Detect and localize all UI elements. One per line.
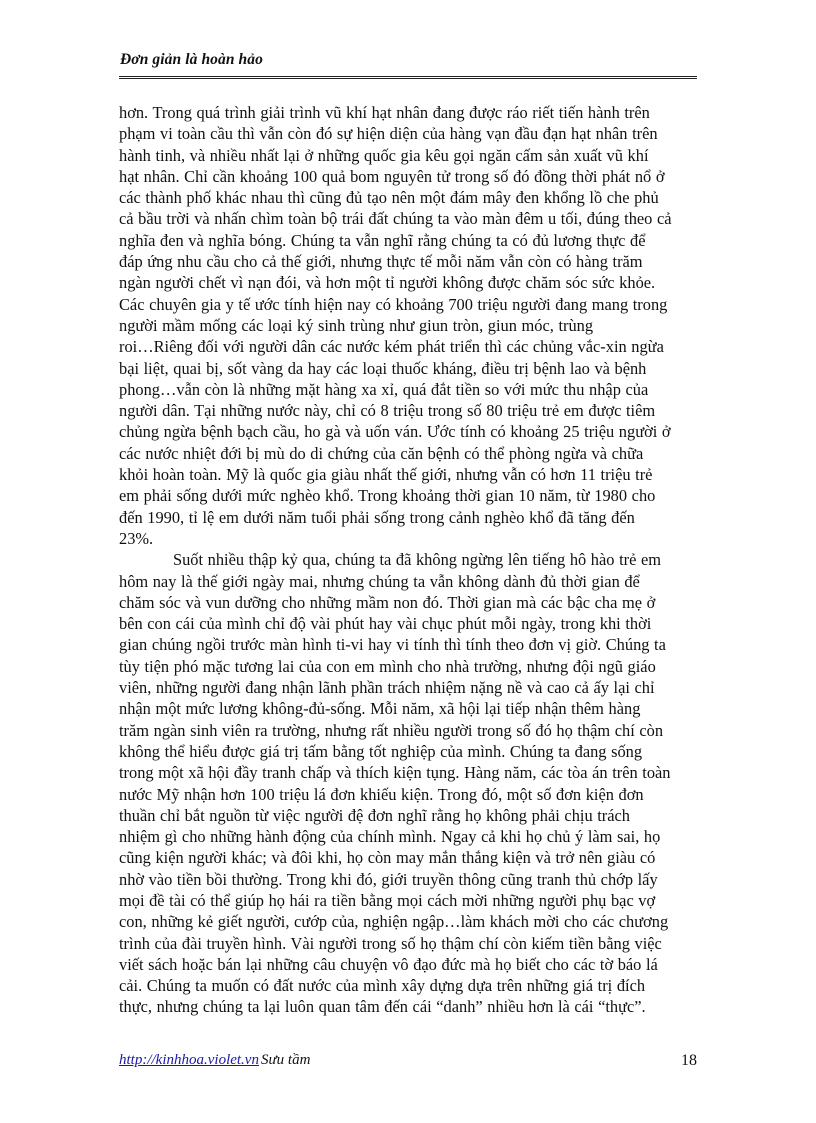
text-line: các nước nhiệt đới bị mù do di chứng của căn bệnh có thể phòng ngừa và chữa [119, 443, 644, 463]
text-line: cải. Chúng ta muốn có đất nước của mình xây dựng dựa trên những giá trị đích [119, 976, 646, 996]
source-link[interactable]: http://kinhhoa.violet.vn [119, 1052, 259, 1068]
text-line: mọi đề tài có thể giúp họ hái ra tiền bằng mọi cách mời những người phụ bạc vợ [119, 890, 656, 910]
text-line: gian chúng ngồi trước màn hình ti-vi hay vi tính thì tính theo đơn vị giờ. Chúng ta [119, 635, 666, 655]
text-line: khỏi hoàn toàn. Mỹ là quốc gia giàu nhất thế giới, nhưng vẫn có hơn 11 triệu trẻ [119, 465, 653, 485]
text-line: nhiệm gì cho những hành động của chính mình. Ngay cả khi họ chủ ý làm sai, họ [119, 827, 661, 847]
document-body [119, 102, 701, 1018]
text-line: thuần chỉ bắt nguồn từ việc người đệ đơn nghĩ rằng họ không phải chịu trách [119, 805, 630, 825]
page-footer [119, 1052, 697, 1074]
text-line: roi…Riêng đối với người dân các nước kém phát triển thì các chủng vắc-xin ngừa [119, 337, 664, 357]
text-line: con, những kẻ giết người, cướp của, nghiện ngập…làm khách mời cho các chương [119, 912, 669, 932]
text-line: nhờ vào tiền bồi thường. Trong khi đó, giới truyền thông cũng tranh thủ chớp lấy [119, 869, 658, 889]
text-line: nước Mỹ nhận hơn 100 triệu lá đơn khiếu kiện. Trong đó, một số đơn kiện đơn [119, 784, 644, 804]
paragraph-1 [119, 102, 701, 549]
text-line: Các chuyên gia y tế ước tính hiện nay có khoảng 700 triệu người đang mang trong [119, 294, 668, 314]
text-line: nghĩa đen và nghĩa bóng. Chúng ta vẫn nghĩ rằng chúng ta có đủ lương thực để [119, 230, 646, 250]
text-line: viết sách hoặc bán lại những câu chuyện vô đạo đức mà họ biết cho các tờ báo lá [119, 954, 658, 974]
text-line: bại liệt, quai bị, sốt vàng da hay các loại thuốc kháng, điều trị bệnh lao và bệnh [119, 358, 647, 378]
text-line: người dân. Tại những nước này, chỉ có 8 triệu trong số 80 triệu trẻ em được tiêm [119, 401, 656, 421]
footer-credit: Sưu tầm [260, 1052, 311, 1068]
text-line: thực, nhưng chúng ta lại luôn quan tâm đến cái “danh” nhiều hơn là cái “thực”. [119, 997, 646, 1017]
text-line: hôm nay là thế giới ngày mai, nhưng chúng ta vẫn không dành đủ thời gian để [119, 571, 640, 591]
text-line: không thể hiểu được giá trị tấm bằng tốt nghiệp của mình. Chúng ta đang sống [119, 741, 643, 761]
text-line: phạm vi toàn cầu thì vẫn còn đó sự hiện diện của hàng vạn đầu đạn hạt nhân trên [119, 124, 658, 144]
text-line: 23%. [119, 528, 154, 548]
text-line: phong…vẫn còn là những mặt hàng xa xỉ, quá đắt tiền so với mức thu nhập của [119, 379, 649, 399]
text-line: nhận một mức lương không-đủ-sống. Mỗi năm, xã hội lại tiếp nhận thêm hàng [119, 699, 641, 719]
text-line: Suốt nhiều thập kỷ qua, chúng ta đã không ngừng lên tiếng hô hào trẻ em [173, 550, 661, 570]
text-line: hạt nhân. Chỉ cần khoảng 100 quả bom nguyên tử trong số đó đồng thời phát nổ ở [119, 166, 665, 186]
page-header [119, 50, 697, 79]
text-line: em phải sống dưới mức nghèo khổ. Trong khoảng thời gian 10 năm, từ 1980 cho [119, 486, 656, 506]
text-line: chăm sóc và vun dưỡng cho những mầm non đó. Thời gian mà các bậc cha mẹ ở [119, 592, 656, 612]
text-line: ngàn người chết vì nạn đói, và hơn một tỉ người không được chăm sóc sức khỏe. [119, 273, 656, 293]
text-line: trình của đài truyền hình. Vài người trong số họ thậm chí còn kiếm tiền bằng việc [119, 933, 662, 953]
text-line: người mầm mống các loại ký sinh trùng như giun tròn, giun móc, trùng [119, 315, 594, 335]
header-title: Đơn giản là hoàn hảo [120, 51, 263, 68]
text-line: đáp ứng nhu cầu cho cả thế giới, nhưng thực tế mỗi năm vẫn còn có hàng trăm [119, 252, 643, 272]
text-line: cũng kiện người khác; và đôi khi, họ còn may mắn thắng kiện và trở nên giàu có [119, 848, 656, 868]
text-line: các thành phố khác nhau thì cũng đủ tạo nên một đám mây đen khổng lồ che phủ [119, 188, 659, 208]
text-line: đến 1990, tỉ lệ em dưới năm tuổi phải sống trong cảnh nghèo khổ đã tăng đến [119, 507, 635, 527]
paragraph-2 [119, 549, 701, 1018]
text-line: hơn. Trong quá trình giải trình vũ khí hạt nhân đang được ráo riết tiến hành trên [119, 103, 650, 122]
text-line: chủng ngừa bệnh bạch cầu, ho gà và uốn ván. Ước tính có khoảng 25 triệu người ở [119, 422, 671, 442]
page-number: 18 [681, 1052, 697, 1069]
text-line: viên, những người đang nhận lãnh phần trách nhiệm nặng nề và cao cả ấy lại chỉ [119, 678, 655, 698]
text-line: cả bầu trời và nhấn chìm toàn bộ trái đất chúng ta vào màn đêm u tối, đúng theo cả [119, 209, 672, 229]
text-line: trăm ngàn sinh viên ra trường, nhưng rất nhiều người trong số đó họ thậm chí còn [119, 720, 664, 740]
text-line: hành tinh, và nhiều nhất lại ở những quốc gia kêu gọi ngăn cấm sản xuất vũ khí [119, 145, 649, 165]
text-line: tùy tiện phó mặc tương lai của con em mình cho nhà trường, nhưng đội ngũ giáo [119, 656, 656, 676]
text-line: trong một xã hội đầy tranh chấp và thích kiện tụng. Hàng năm, các tòa án trên toàn [119, 763, 671, 783]
text-line: bên con cái của mình chỉ độ vài phút hay vài chục phút mỗi ngày, trong khi thời [119, 614, 652, 634]
